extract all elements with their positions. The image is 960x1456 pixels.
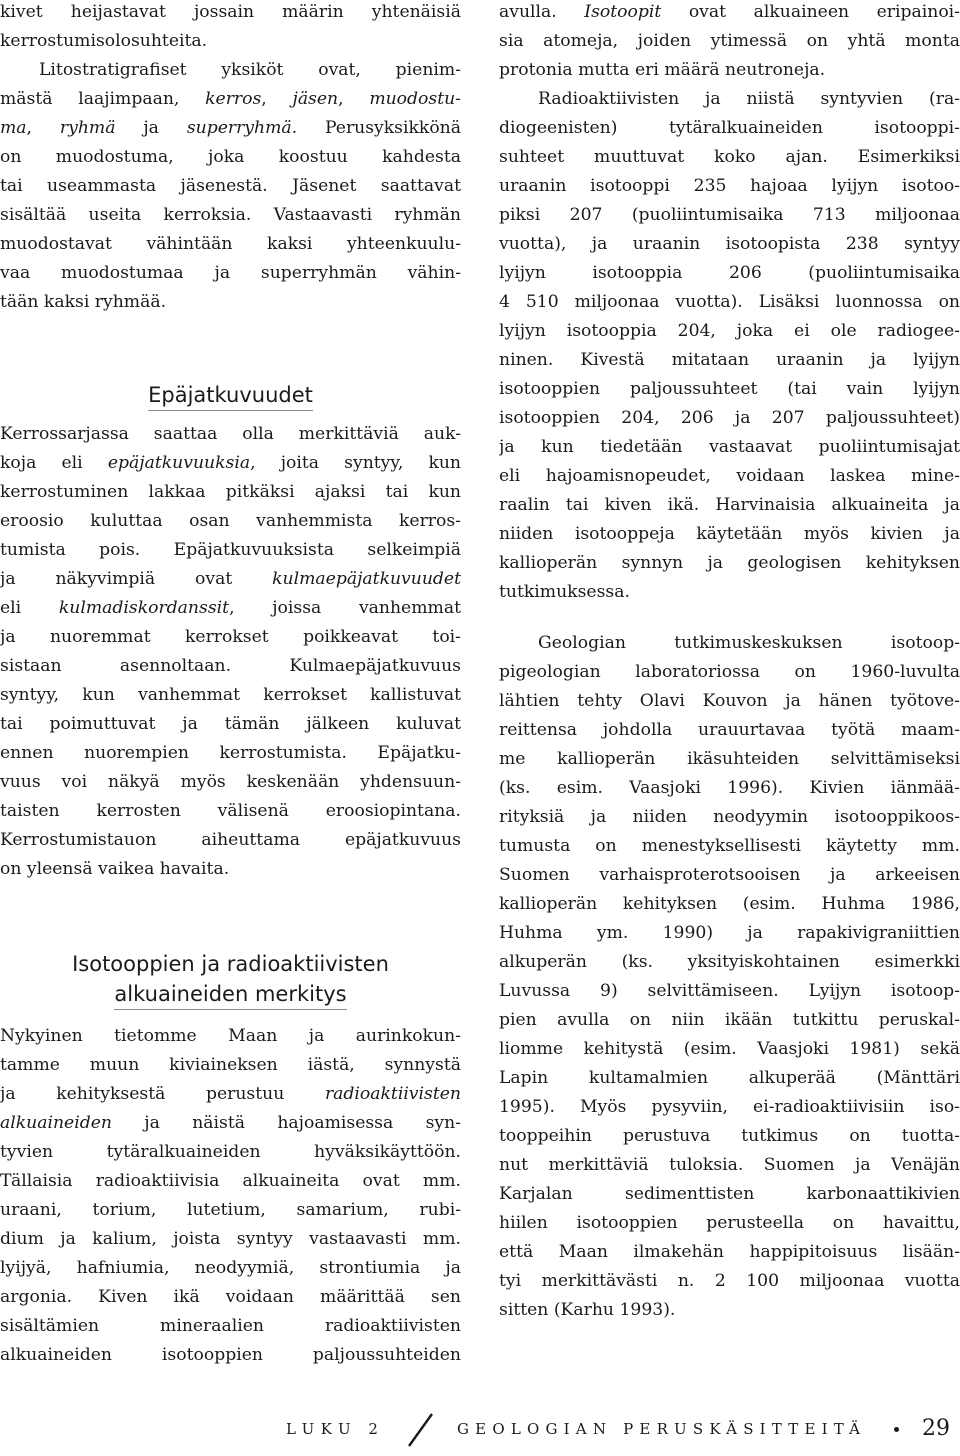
text-line: sisältää useita kerroksia. Vastaavasti ryhmän [0,205,461,225]
text-line: isotooppien 204, 206 ja 207 paljoussuhteet) [499,408,960,428]
text-line: Litostratigrafiset yksiköt ovat, pienim- [39,60,461,80]
text-line: 4 510 miljoonaa vuotta). Lisäksi luonnossa on [499,292,960,312]
text-line: reittensa johdolla urauurtavaa työtä maam- [499,720,960,740]
text-line: tyvien tytäralkuaineiden hyväksikäyttöön. [0,1142,461,1162]
text-line: eroosio kuluttaa osan vanhemmista kerros- [0,511,461,531]
text-line: lyijyä, hafniumia, neodyymiä, strontiumia ja [0,1258,461,1278]
page-footer [286,1413,960,1447]
text-line: taisten kerrosten välisenä eroosiopintana. [0,801,461,821]
text-line: 1995). Myös pysyviin, ei-radioaktiivisiin iso- [499,1097,960,1117]
text-line: Kerrostumistauon aiheuttama epäjatkuvuus [0,830,461,850]
text-line: dium ja kalium, joista syntyy vastaavasti mm. [0,1229,461,1249]
text-line: sitten (Karhu 1993). [499,1300,676,1320]
term-italic: Isotoopit [584,2,662,22]
text-line: kerrostuminen lakkaa pitkäksi ajaksi tai kun [0,482,461,502]
term-italic: superryhmä [186,118,292,138]
text-line: Geologian tutkimuskeskuksen isotoop- [538,633,960,653]
text-line: ja kun tiedetään vastaavat puoliintumisajat [499,437,960,457]
text-line: vuotta), ja uraanin isotoopista 238 syntyy [499,234,960,254]
text-line: Radioaktiivisten ja niistä syntyvien (ra- [538,89,960,109]
chapter-label: LUKU 2 [286,1420,385,1438]
text-line: on yleensä vaikea havaita. [0,859,230,879]
text-line: Huhma ym. 1990) ja rapakivigraniittien [499,923,960,943]
left-paragraph-1 [0,0,461,56]
text-line: niiden isotooppeja käytetään myös kivien ja [499,524,960,544]
term-italic: jäsen [292,89,339,109]
left-paragraph-2 [0,56,461,317]
text-line: nut merkittäviä tuloksia. Suomen ja Venäjän [499,1155,960,1175]
left-paragraph-3 [0,420,461,884]
text-line: avulla. Isotoopit ovat alkuaineen eripainoi- [499,2,960,22]
term-italic: alkuaineiden [0,1113,112,1133]
text-line: argonia. Kiven ikä voidaan määrittää sen [0,1287,461,1307]
text-line: Tällaisia radioaktiivisia alkuaineita ovat mm. [0,1171,461,1191]
text-line: kerrostumisolosuhteita. [0,31,208,51]
section-heading-isotoopit: Isotooppien ja radioaktiivisten alkuaineiden merkitys [0,949,461,1010]
text-line: lyijyn isotooppia 206 (puoliintumisaika [499,263,960,283]
book-title: GEOLOGIAN PERUSKÄSITTEITÄ [457,1420,867,1438]
text-line: tooppeihin perustuva tutkimus on tuotta- [499,1126,960,1146]
text-line: suhteet muuttuvat koko ajan. Esimerkiksi [499,147,960,167]
text-line: tään kaksi ryhmää. [0,292,167,312]
text-line: kallioperän kehityksen (esim. Huhma 1986, [499,894,960,914]
text-line: ja näkyvimpiä ovat kulmaepäjatkuvuudet [0,569,461,589]
text-line: me kallioperän ikäsuhteiden selvittämiseksi [499,749,960,769]
bullet-dot-icon [894,1427,899,1432]
slash-divider-icon [406,1413,434,1447]
text-line: uraanin isotooppi 235 hajoaa lyijyn isotoo- [499,176,960,196]
text-line: on muodostuma, joka koostuu kahdesta [0,147,461,167]
text-line: ma, ryhmä ja superryhmä. Perusyksikkönä [0,118,461,138]
text-line: muodostavat vähintään kaksi yhteenkuulu- [0,234,461,254]
text-line: että Maan ilmakehän happipitoisuus lisään- [499,1242,960,1262]
text-line: (ks. esim. Vaasjoki 1996). Kivien iänmää- [499,778,960,798]
text-line: raalin tai kiven ikä. Harvinaisia alkuaineita ja [499,495,960,515]
text-line: Karjalan sedimenttisten karbonaattikivien [499,1184,960,1204]
text-line: liomme kehitystä (esim. Vaasjoki 1981) sekä [499,1039,960,1059]
text-line: alkuperän (ks. yksityiskohtainen esimerkki [499,952,960,972]
text-line: diogeenisten) tytäralkuaineiden isotooppi- [499,118,960,138]
text-line: tumusta on menestyksellisesti käytetty mm. [499,836,960,856]
text-line: tyi merkittävästi n. 2 100 miljoonaa vuotta [499,1271,960,1291]
text-line: Kerrossarjassa saattaa olla merkittäviä auk- [0,424,461,444]
text-line: koja eli epäjatkuvuuksia, joita syntyy, kun [0,453,461,473]
text-line: protonia mutta eri määrä neutroneja. [499,60,826,80]
text-line: sistaan asennoltaan. Kulmaepäjatkuvuus [0,656,461,676]
text-line: isotooppien paljoussuhteet (tai vain lyijyn [499,379,960,399]
term-italic: radioaktiivisten [324,1084,461,1104]
term-italic: ma [0,118,27,138]
text-line: uraani, torium, lutetium, samarium, rubi- [0,1200,461,1220]
text-line: mästä laajimpaan, kerros, jäsen, muodostu- [0,89,461,109]
text-line: tamme muun kiviaineksen iästä, synnystä [0,1055,461,1075]
term-italic: epäjatkuvuuksia [107,453,251,473]
right-paragraph-1 [499,0,960,85]
text-line: vaa muodostumaa ja superryhmän vähin- [0,263,461,283]
term-italic: ryhmä [59,118,116,138]
text-line: ja nuoremmat kerrokset poikkeavat toi- [0,627,461,647]
text-line: kivet heijastavat jossain määrin yhtenäisiä [0,2,461,22]
left-paragraph-4 [0,1022,461,1370]
text-line: ennen nuorempien kerrostumista. Epäjatku- [0,743,461,763]
text-line: ninen. Kivestä mitataan uraanin ja lyijyn [499,350,960,370]
text-line: vuus voi näkyä myös keskenään yhdensuun- [0,772,461,792]
term-italic: kulmaepäjatkuvuudet [272,569,461,589]
section-heading-epajatkuvuudet: Epäjatkuvuudet [0,382,461,411]
right-paragraph-2 [499,85,960,607]
text-line: pigeologian laboratoriossa on 1960-luvulta [499,662,960,682]
text-line: eli kulmadiskordanssit, joissa vanhemmat [0,598,461,618]
text-line: Nykyinen tietomme Maan ja aurinkokun- [0,1026,461,1046]
text-line: ja kehityksestä perustuu radioaktiivisten [0,1084,461,1104]
text-line: lähtien tehty Olavi Kouvon ja hänen työtove- [499,691,960,711]
text-line: lyijyn isotooppia 204, joka ei ole radiogee- [499,321,960,341]
text-line: Luvussa 9) selvittämiseen. Lyijyn isotoop- [499,981,960,1001]
text-line: rityksiä ja niiden neodyymin isotooppikoos- [499,807,960,827]
text-line: pien avulla on niin ikään tutkittu peruskal- [499,1010,960,1030]
term-italic: muodostu- [369,89,461,109]
page-number: 29 [922,1416,950,1441]
text-line: Suomen varhaisproterotsooisen ja arkeeisen [499,865,960,885]
right-paragraph-3 [499,629,960,1325]
text-line: alkuaineiden ja näistä hajoamisessa syn- [0,1113,461,1133]
text-line: alkuaineiden isotooppien paljoussuhteiden [0,1345,461,1365]
text-line: tutkimuksessa. [499,582,630,602]
text-line: syntyy, kun vanhemmat kerrokset kallistuvat [0,685,461,705]
text-line: hiilen isotooppien perusteella on havaittu, [499,1213,960,1233]
text-line: tumista pois. Epäjatkuvuuksista selkeimpiä [0,540,461,560]
text-line: tai useammasta jäsenestä. Jäsenet saattavat [0,176,461,196]
text-line: sia atomeja, joiden ytimessä on yhtä monta [499,31,960,51]
text-line: piksi 207 (puoliintumisaika 713 miljoonaa [499,205,960,225]
term-italic: kerros [205,89,262,109]
term-italic: kulmadiskordanssit [58,598,230,618]
text-line: sisältämien mineraalien radioaktiivisten [0,1316,461,1336]
text-line: kallioperän synnyn ja geologisen kehityksen [499,553,960,573]
text-line: eli hajoamisnopeudet, voidaan laskea mine- [499,466,960,486]
text-line: tai poimuttuvat ja tämän jälkeen kuluvat [0,714,461,734]
text-line: Lapin kultamalmien alkuperää (Mänttäri [499,1068,960,1088]
